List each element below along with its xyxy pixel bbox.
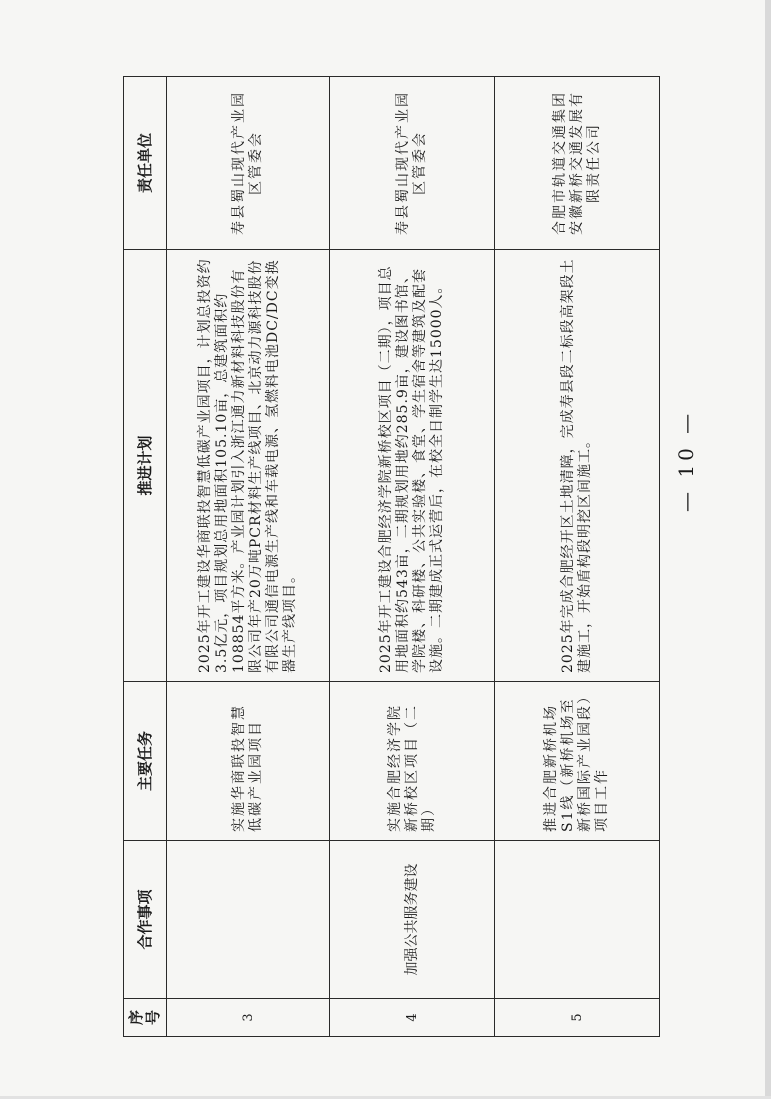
row-task: 推进合肥新桥机场S1线（新桥机场至新桥国际产业园段）项目工作 [495, 682, 660, 841]
table-row [330, 77, 495, 1037]
header-plan: 推进计划 [124, 250, 167, 682]
row-matter: 加强公共服务建设 [330, 841, 495, 999]
row-task: 实施华商联投智慧低碳产业园项目 [167, 682, 330, 841]
row-matter [167, 841, 330, 999]
row-number: 3 [167, 999, 330, 1037]
page-number: — 10 — [674, 409, 698, 512]
table-row [167, 77, 330, 1037]
header-unit: 责任单位 [124, 77, 167, 250]
header-no: 序号 [124, 999, 167, 1037]
row-matter [495, 841, 660, 999]
rotated-table-container [123, 77, 658, 1037]
row-unit: 寿县蜀山现代产业园区管委会 [330, 77, 495, 250]
header-matter: 合作事项 [124, 841, 167, 999]
row-plan: 2025年开工建设合肥经济学院新桥校区项目（二期），项目总用地面积约543亩，二期规划用地约285.9亩，建设图书馆、学院楼、科研楼、公共实验楼、食堂、学生宿舍等建筑及配套设施。二期建成正式运营后，在校全日制学生达15000人。 [330, 250, 495, 682]
scan-edge [765, 0, 771, 1099]
row-plan: 2025年开工建设华商联投智慧低碳产业园项目，计划总投资约3.5亿元，项目规划总用地面积105.10亩，总建筑面积约108854平方米。产业园计划引入浙江通力新材料科技股份有限公司年产20万吨PCR材料生产线项目、北京动力源科技股份有限公司通信电源生产线和车载电源、氢燃料电池DC/DC变换器生产线项目。 [167, 250, 330, 682]
row-number: 5 [495, 999, 660, 1037]
row-unit: 合肥市轨道交通集团 安徽新桥交通发展有限责任公司 [495, 77, 660, 250]
table-row [495, 77, 660, 1037]
header-task: 主要任务 [124, 682, 167, 841]
row-task: 实施合肥经济学院新桥校区项目（二期） [330, 682, 495, 841]
table-header-row [124, 77, 167, 1037]
row-number: 4 [330, 999, 495, 1037]
cooperation-plan-table [123, 76, 660, 1037]
row-plan: 2025年完成合肥经开区土地清障，完成寿县段二标段高架段土建施工，开始盾构段明挖区间施工。 [495, 250, 660, 682]
row-unit: 寿县蜀山现代产业园区管委会 [167, 77, 330, 250]
